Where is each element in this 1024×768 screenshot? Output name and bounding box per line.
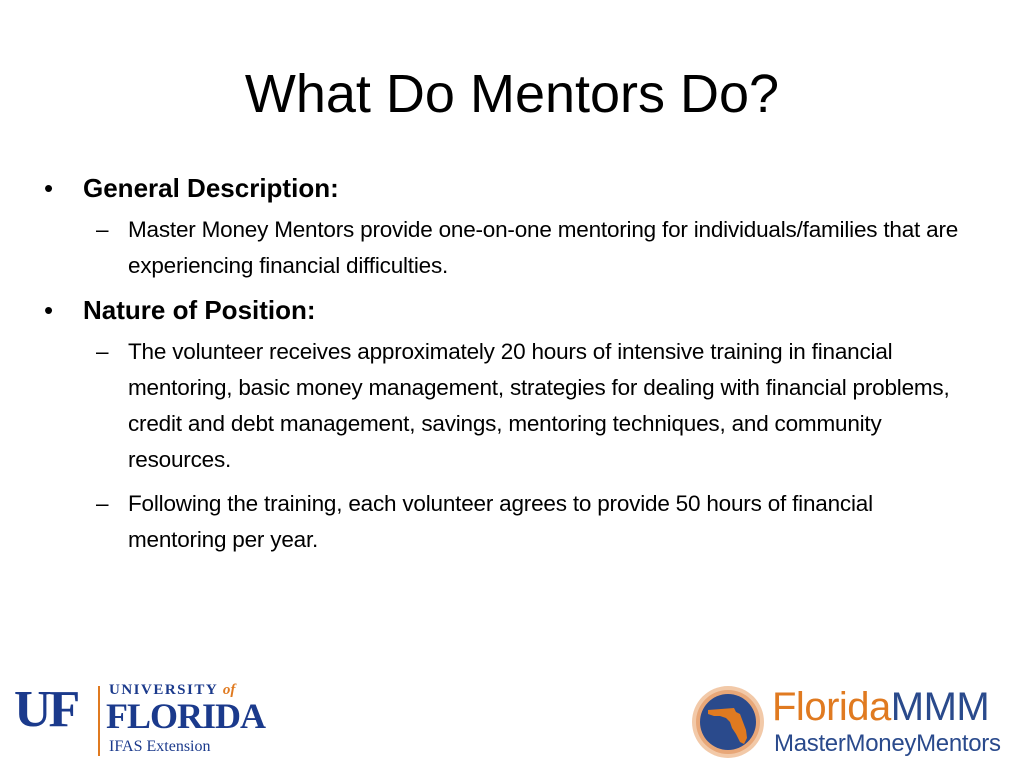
- dash-icon: –: [96, 339, 109, 364]
- uf-logo-florida: FLORIDA: [106, 696, 266, 736]
- uf-logo-ifas-extension: IFAS Extension: [109, 738, 211, 755]
- bullet-nature-of-position: [44, 292, 964, 328]
- slide-title: What Do Mentors Do?: [244, 64, 780, 124]
- section-heading: General Description:: [83, 173, 339, 203]
- bullet-general-description: [44, 170, 964, 206]
- bullet-icon: •: [44, 295, 54, 325]
- slide-content: [44, 170, 964, 566]
- florida-map-icon: [690, 684, 766, 760]
- florida-mmm-logo: [690, 682, 1020, 766]
- sub-bullet: [44, 334, 964, 478]
- sub-bullet-text: Master Money Mentors provide one-on-one mentoring for individuals/families that are experiencing financial difficulties.: [128, 217, 959, 278]
- sub-bullet-text: The volunteer receives approximately 20 hours of intensive training in financial mentoring, basic money management, strategies for dealing with financial problems, credit and debt management, savings, mentoring techniques, and community resources.: [128, 339, 950, 472]
- bullet-icon: •: [44, 173, 54, 203]
- uf-ifas-logo: [14, 680, 274, 760]
- sub-bullet-text: Following the training, each volunteer agrees to provide 50 hours of financial mentoring per year.: [128, 491, 873, 552]
- uf-logo-divider: [98, 686, 100, 756]
- sub-bullet: [44, 486, 964, 558]
- uf-logo-university: UNIVERSITY of: [109, 682, 236, 698]
- dash-icon: –: [96, 491, 109, 516]
- mmm-logo-tagline: MasterMoneyMentors: [774, 730, 1001, 757]
- dash-icon: –: [96, 217, 109, 242]
- uf-logo-letters: UF: [14, 681, 78, 738]
- mmm-logo-wordmark: FloridaMMM: [772, 685, 990, 729]
- sub-bullet: [44, 212, 964, 284]
- section-heading: Nature of Position:: [83, 295, 316, 325]
